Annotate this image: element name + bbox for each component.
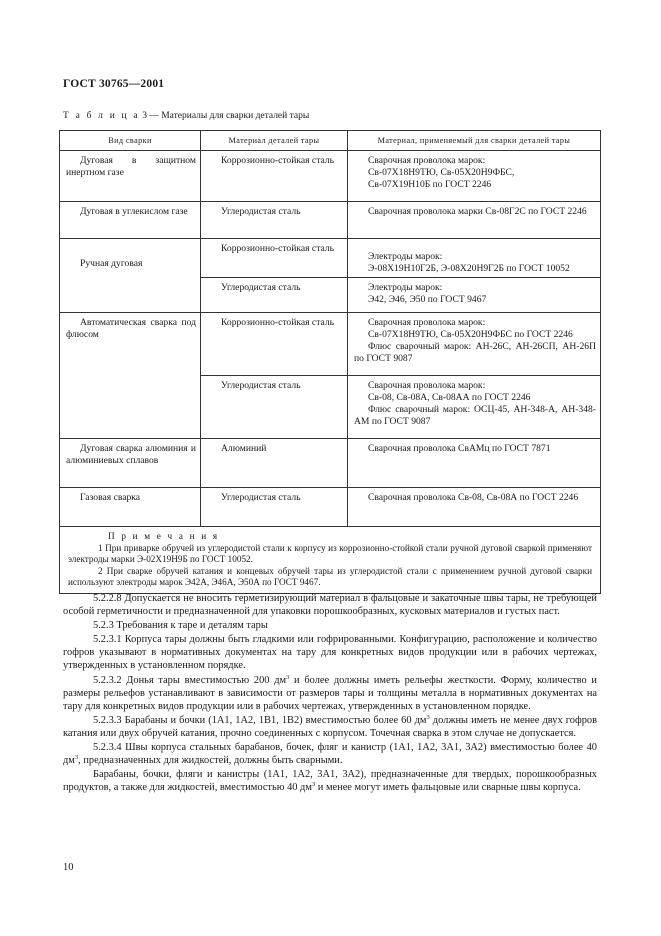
column-header-welding-type: Вид сварки [60, 131, 201, 151]
paragraph [63, 714, 597, 740]
welding-material-cell [348, 376, 601, 439]
welding-type-cell: Газовая сварка [60, 488, 201, 527]
table-notes [60, 527, 601, 594]
welding-type-cell: Ручная дуговая [60, 239, 201, 313]
cell-line: Св-07Х19Н10Б по ГОСТ 2246 [368, 179, 492, 190]
part-material-cell: Углеродистая сталь [201, 278, 348, 313]
part-material-cell: Коррозионно-стойкая сталь [201, 239, 348, 278]
superscript: 3 [74, 754, 79, 762]
body-text [63, 592, 597, 794]
paragraph [63, 741, 597, 767]
text-run: Барабаны, бочки, фляги и канистры (1А1, 1А2, 3А1, 3А2), предназначенные для твердых, порошкообразных продуктов, а также для жидкостей, вместимостью 40 дм [63, 769, 597, 794]
part-material-cell: Коррозионно-стойкая сталь [201, 151, 348, 202]
table-row [60, 202, 601, 239]
text-run: и более должны иметь рельефы жесткости. Форму, количество и размеры рельефов устанавливают в зависимости от размеров тары и толщины металла в нормативных документах на тару для конкретных видов продукции или в рабочих чертежах, утвержденных в установленном порядке. [63, 674, 597, 712]
cell-line: Св-07Х18Н9ТЮ, Св-05Х20Н9ФБС, [368, 167, 515, 178]
superscript: 3 [311, 781, 316, 789]
column-header-part-material: Материал деталей тары [201, 131, 348, 151]
welding-material-cell [348, 239, 601, 278]
text-run: должны иметь не менее двух гофров катания или двух обручей катания, прочно соединенных с корпусом. Точечная сварка в этом случае не допускается. [63, 714, 597, 739]
welding-materials-table [59, 130, 601, 594]
cell-line: Флюс сварочный марок: АН-26С, АН-26СП, АН-26П по ГОСТ 9087 [354, 341, 596, 364]
welding-type-cell: Автоматическая сварка под флюсом [60, 313, 201, 439]
paragraph: 5.2.3 Требования к таре и деталям тары [93, 620, 268, 632]
notes-heading: П р и м е ч а н и я [108, 531, 220, 541]
cell-line: Св-08, Св-08А, Св-08АА по ГОСТ 2246 [368, 392, 531, 403]
document-id: ГОСТ 30765—2001 [63, 78, 165, 90]
welding-type-cell: Дуговая сварка алюминия и алюминиевых сплавов [60, 439, 201, 488]
cell-line: Э-08Х19Н10Г2Б, Э-08Х20Н9Г2Б по ГОСТ 10052 [368, 263, 570, 274]
cell-line: Электроды марок: [368, 251, 443, 262]
text-run: , предназначенных для жидкостей, должны быть сварными. [78, 755, 343, 767]
cell-line: Сварочная проволока марок: [368, 317, 486, 328]
part-material-cell: Коррозионно-стойкая сталь [201, 313, 348, 376]
text-run: 5.2.3.3 Барабаны и бочки (1А1, 1А2, 1В1, 1В2) вместимостью более 60 дм [93, 714, 427, 726]
table-row [60, 239, 601, 278]
text-run: и менее могут иметь фальцовые или сварные швы корпуса. [315, 782, 581, 794]
cell-line: Флюс сварочный марок: ОСЦ-45, АН-348-А, АН-348-АМ по ГОСТ 9087 [354, 404, 596, 427]
paragraph: 5.2.3.1 Корпуса тары должны быть гладкими или гофрированными. Конфигурацию, расположение и количество гофров указывают в нормативных документах на тару для конкретных видов продукции или в рабочих чертежах, утвержденных в установленном порядке. [63, 634, 597, 672]
cell-line: Св-07Х18Н9ТЮ, Св-05Х20Н9ФБС по ГОСТ 2246 [368, 329, 573, 340]
note-item: 2 При сварке обручей катания и концевых обручей тары из углеродистой стали с применением ручной дуговой сварки используют электроды марок Э42А, Э46А, Э50А по ГОСТ 9467. [68, 565, 592, 587]
paragraph [63, 768, 597, 794]
welding-material-cell: Сварочная проволока СвАМц по ГОСТ 7871 [348, 439, 601, 488]
text-run: 5.2.3.2 Донья тары вместимостью 200 дм [93, 674, 287, 686]
table-caption-title: 3 — Материалы для сварки деталей тары [139, 111, 310, 121]
welding-material-cell [348, 151, 601, 202]
table-row [60, 488, 601, 527]
superscript: 3 [286, 673, 290, 681]
table-caption [63, 111, 309, 121]
table-notes-row [60, 527, 601, 594]
welding-material-cell [348, 313, 601, 376]
page-number: 10 [63, 862, 74, 873]
cell-line: Электроды марок: [368, 282, 443, 293]
superscript: 3 [426, 713, 430, 721]
table-row [60, 439, 601, 488]
cell-line: Э42, Э46, Э50 по ГОСТ 9467 [368, 294, 487, 305]
paragraph: 5.2.2.8 Допускается не вносить герметизирующий материал в фальцовые и закаточные швы тары, не требующей особой герметичности и предназначенной для упаковки порошкообразных, кусковых материалов и густых паст. [63, 593, 597, 618]
welding-type-cell: Дуговая в защитном инертном газе [60, 151, 201, 202]
table-row [60, 151, 601, 202]
note-item: 1 При приварке обручей из углеродистой стали к корпусу из коррозионно-стойкой стали ручной дуговой сваркой применяют электроды марки Э-02Х19Н9Б по ГОСТ 10052. [68, 542, 592, 564]
part-material-cell: Алюминий [201, 439, 348, 488]
welding-material-cell: Сварочная проволока марки Св-08Г2С по ГОСТ 2246 [348, 202, 601, 239]
text-run: 5.2.3.4 Швы корпуса стальных барабанов, бочек, фляг и канистр (1А1, 1А2, 3А1, 3А2) вместимостью более 40 дм [63, 742, 597, 767]
part-material-cell: Углеродистая сталь [201, 488, 348, 527]
table-caption-prefix: Т а б л и ц а [63, 111, 140, 121]
cell-line: Сварочная проволока марок: [368, 155, 486, 166]
part-material-cell: Углеродистая сталь [201, 202, 348, 239]
table-row [60, 313, 601, 376]
column-header-welding-material: Материал, применяемый для сварки деталей тары [348, 131, 601, 151]
welding-type-cell: Дуговая в углекислом газе [60, 202, 201, 239]
welding-material-cell [348, 278, 601, 313]
cell-line: Сварочная проволока марок: [368, 380, 486, 391]
table-header-row [60, 131, 601, 151]
part-material-cell: Углеродистая сталь [201, 376, 348, 439]
paragraph [63, 674, 597, 713]
welding-material-cell: Сварочная проволока Св-08, Св-08А по ГОСТ 2246 [348, 488, 601, 527]
